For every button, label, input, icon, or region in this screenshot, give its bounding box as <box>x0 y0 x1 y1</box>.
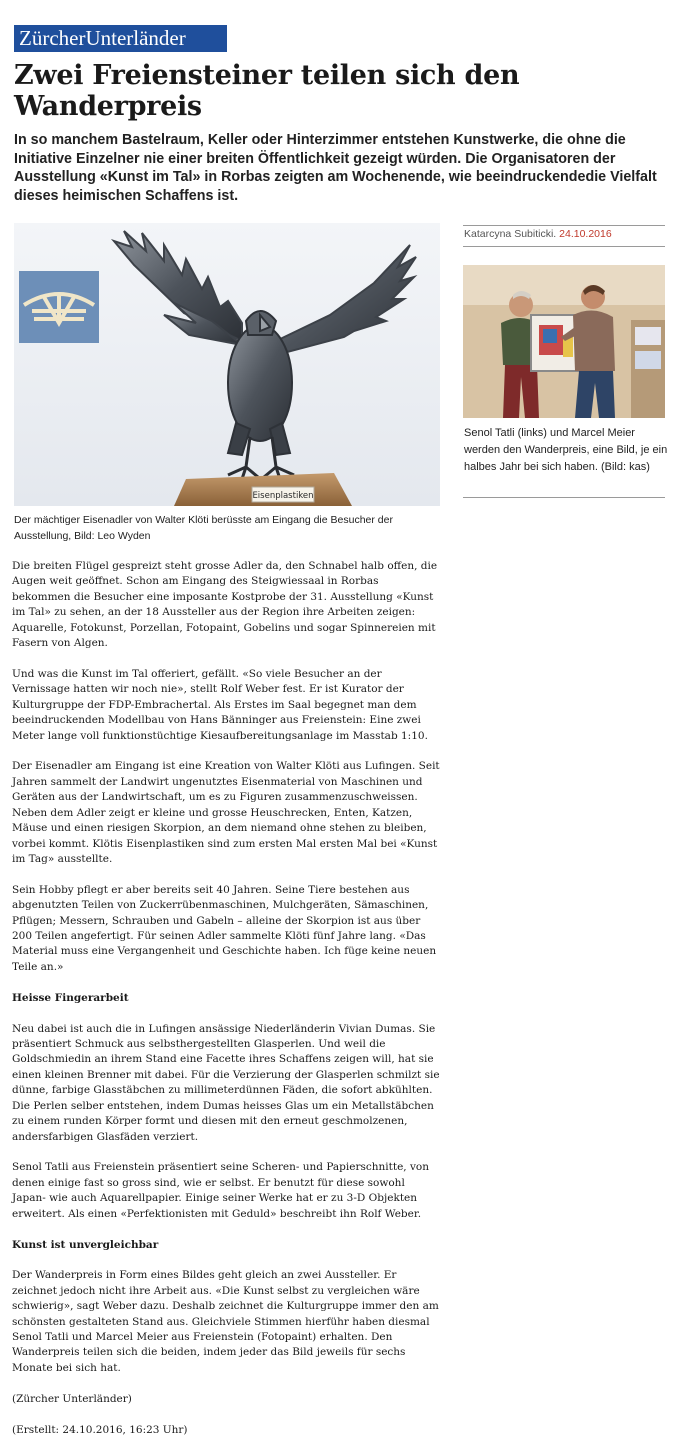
article-headline: Zwei Freiensteiner teilen sich den Wanderpreis <box>14 60 520 122</box>
brand-logo[interactable]: ZürcherUnterländer <box>14 25 227 52</box>
winners-photo-image <box>463 265 665 418</box>
article-paragraph: Der Eisenadler am Eingang ist eine Kreation von Walter Klöti aus Lufingen. Seit Jahren sammelt der Landwirt ungenutztes Eisenmaterial von Maschinen und Geräten aus der Landwirtschaft, um es zu Figuren zusammenzuschweissen. Neben dem Adler zeigt er kleine und grosse Heuschrecken, Enten, Katzen, Mäuse und einen riesigen Skorpion, an dem niemand ohne stehen zu bleiben, vorbei kommt. Klötis Eisenplastiken sind zum ersten Mal ersten Mal bei «Kunst im Tag» ausstellte. <box>12 760 440 865</box>
eagle-sculpture-image <box>14 223 440 506</box>
side-photo-winners[interactable] <box>463 265 665 418</box>
aside-top-divider <box>463 225 665 226</box>
article-paragraph: Neu dabei ist auch die in Lufingen ansässige Niederländerin Vivian Dumas. Sie präsentiert Schmuck aus selbsthergestellten Glasperlen. Und weil die Goldschmiedin an ihrem Stand eine Facette ihres Schaffens zeigen will, hat sie einen kleinen Brenner mit dabei. Für die Verzierung der Glasperlen schmilzt sie dünne, farbige Glasstäbchen zu millimeterdünnen Fäden, die sofort abkühlten. Die Perlen selber entstehen, indem Dumas heisses Glas um ein Metallstäbchen zu einem runden Körper formt und diesen mit den erneut geschmolzenen, andersfarbigen Glasfäden verziert. <box>12 1022 440 1143</box>
author-name[interactable]: Katarcyna Subiticki. <box>464 228 557 240</box>
article-paragraph: Und was die Kunst im Tal offeriert, gefällt. «So viele Besucher an der Vernissage hatten wir noch nie», stellt Rolf Weber fest. Er ist Kurator der Kulturgruppe der FDP-Embrachertal. Als Erstes im Saal begegnet man dem beeindruckenden Modellbau von Hans Bänninger aus Freienstein: Eine zwei Meter lange voll funktionstüchtige Kiesaufbereitungsanlage im Masstab 1:10. <box>12 667 428 742</box>
article-body <box>12 559 440 1454</box>
article-paragraph: Die breiten Flügel gespreizt steht grosse Adler da, den Schnabel halb offen, die Augen weit geöffnet. Schon am Eingang des Steigwiessaal in Rorbas bekommen die Besucher eine imposante Kostprobe der 31. Ausstellung «Kunst im Tal» zu sehen, an der 18 Aussteller aus der Region ihre Arbeiten zeigen: Aquarelle, Fotokunst, Porzellan, Fotopaint, Gobelins und sogar Spinnereien mit Fasern von Algen. <box>12 560 438 650</box>
article-paragraph: Sein Hobby pflegt er aber bereits seit 40 Jahren. Seine Tiere bestehen aus abgenutzten Teilen von Zuckerrübenmaschinen, Mulchgeräten, Sämaschinen, Pflügen; Messern, Schrauben und Gabeln – alleine der Skorpion ist aus über 200 Teilen angefertigt. Für seinen Adler sammelte Klöti fünf Jahre lang. «Das Material muss eine Vergangenheit und Geschichte haben. Ich füge keine neuen Teile an.» <box>12 883 437 973</box>
exhibit-sign-label: Eisenplastiken <box>252 491 314 501</box>
main-photo-eagle[interactable] <box>14 223 440 506</box>
aside-byline-divider <box>463 246 665 247</box>
byline <box>464 228 666 240</box>
article-paragraph: Senol Tatli aus Freienstein präsentiert seine Scheren- und Papierschnitte, von denen einige fast so gross sind, wie er selbst. Er benutzt für diese sowohl Japan- wie auch Aquarellpapier. Einige seiner Werke hat er zu 3-D Objekten erweitert. Als einen «Perfektionisten mit Geduld» beschreibt ihn Rolf Weber. <box>12 1161 429 1220</box>
side-photo-caption: Senol Tatli (links) und Marcel Meier werden den Wanderpreis, eine Bild, je ein halbes Jahr bei sich haben. (Bild: kas) <box>464 427 668 473</box>
article-lead: In so manchem Bastelraum, Keller oder Hinterzimmer entstehen Kunstwerke, die ohne die Initiative Einzelner nie einer breiten Öffentlichkeit gezeigt würden. Die Organisatoren der Ausstellung «Kunst im Tal» in Rorbas zeigten am Wochenende, wie beeindruckendedie Vielfalt dieses heimischen Schaffens ist. <box>14 132 657 205</box>
article-paragraph: Der Wanderpreis in Form eines Bildes geht gleich an zwei Aussteller. Er zeichnet jedoch nicht ihre Arbeit aus. «Die Kunst selbst zu vergleichen wäre schwierig», sagt Weber dazu. Deshalb zeichnet die Kulturgruppe immer den am schönsten gestalteten Stand aus. Gleichviele Stimmen hierführ haben diesmal Senol Tatli und Marcel Meier aus Freienstein (Fotopaint) erhalten. Den Wanderpreis teilen sich die beiden, indem jeder das Bild jeweils für sechs Monate bei sich hat. <box>12 1269 439 1374</box>
publish-date: 24.10.2016 <box>559 228 612 240</box>
article-source: (Zürcher Unterländer) <box>12 1392 132 1405</box>
section-heading: Kunst ist unvergleichbar <box>12 1238 159 1251</box>
section-heading: Heisse Fingerarbeit <box>12 991 129 1004</box>
article-created-timestamp: (Erstellt: 24.10.2016, 16:23 Uhr) <box>12 1423 188 1436</box>
main-photo-caption: Der mächtiger Eisenadler von Walter Klöti berüsste am Eingang die Besucher der Ausstellung, Bild: Leo Wyden <box>14 514 393 542</box>
aside-bottom-divider <box>463 497 665 498</box>
